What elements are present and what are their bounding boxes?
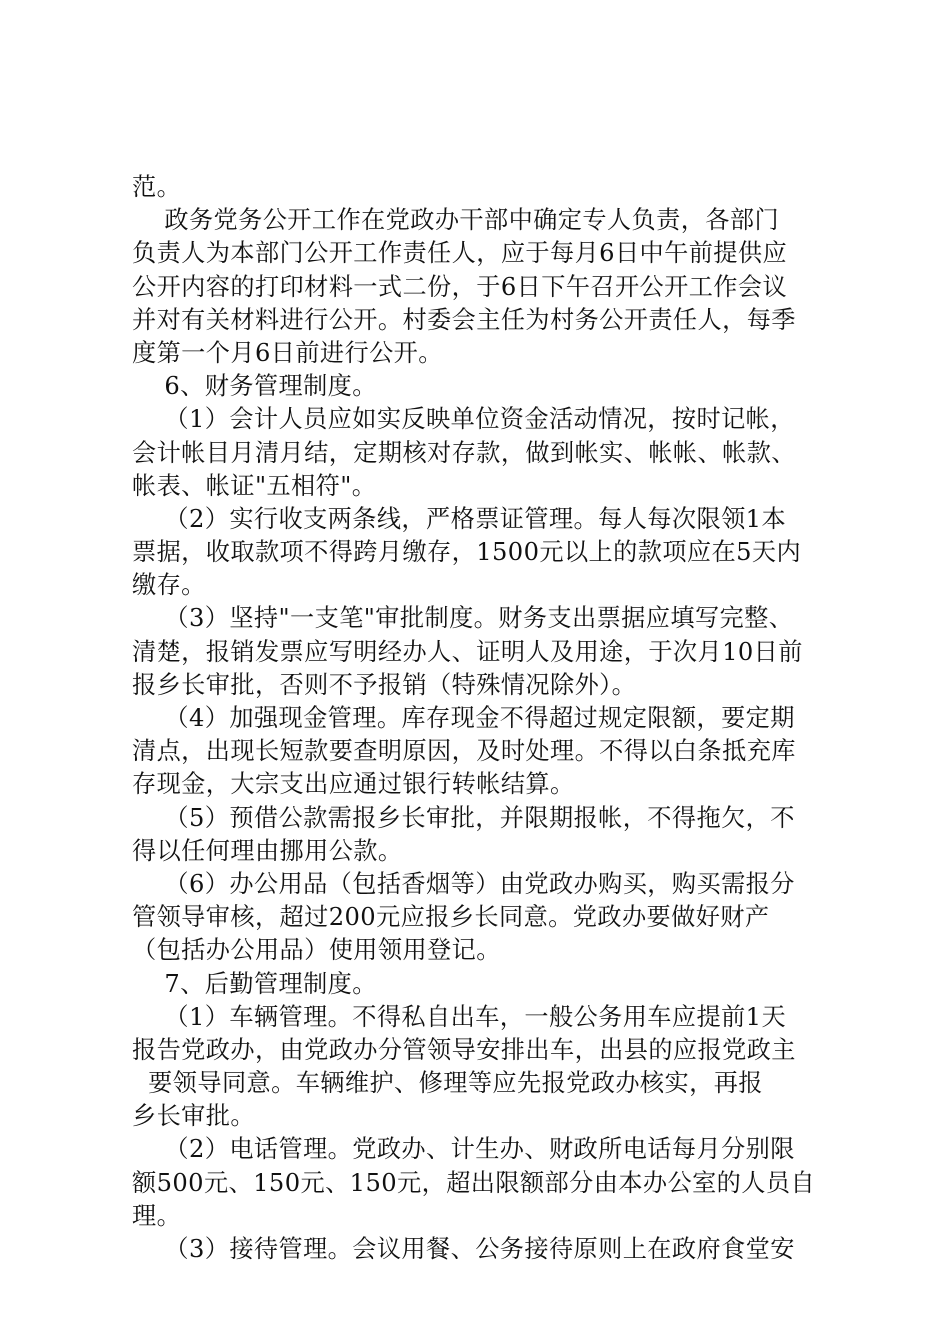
text-line: 存现金，大宗支出应通过银行转帐结算。 <box>132 770 575 799</box>
text-line: 管领导审核，超过200元应报乡长同意。党政办要做好财产 <box>132 903 770 932</box>
document-page <box>132 171 832 1266</box>
text-line: 缴存。 <box>132 571 206 600</box>
text-line: （6）办公用品（包括香烟等）由党政办购买，购买需报分 <box>132 869 795 898</box>
text-line: 报告党政办，由党政办分管领导安排出车，出县的应报党政主 <box>132 1035 796 1064</box>
text-line: （5）预借公款需报乡长审批，并限期报帐，不得拖欠，不 <box>132 803 795 832</box>
text-line: （3）接待管理。会议用餐、公务接待原则上在政府食堂安 <box>132 1235 795 1263</box>
text-line: 范。 <box>132 173 182 201</box>
text-line: 理。 <box>132 1201 182 1230</box>
text-line: 票据，收取款项不得跨月缴存，1500元以上的款项应在5天内 <box>132 538 802 567</box>
section-heading: 7、后勤管理制度。 <box>132 969 377 998</box>
text-line: （2）实行收支两条线，严格票证管理。每人每次限领1本 <box>132 504 787 533</box>
text-line: （包括办公用品）使用领用登记。 <box>132 936 501 965</box>
text-line: （3）坚持"一支笔"审批制度。财务支出票据应填写完整、 <box>132 604 794 633</box>
text-line: 帐表、帐证"五相符"。 <box>132 471 377 500</box>
text-line: 报乡长审批，否则不予报销（特殊情况除外）。 <box>132 670 637 699</box>
text-line: （1）车辆管理。不得私自出车，一般公务用车应提前1天 <box>132 1002 787 1031</box>
text-line: 公开内容的打印材料一式二份，于6日下午召开公开工作会议 <box>132 272 788 301</box>
text-line: 政务党务公开工作在党政办干部中确定专人负责，各部门 <box>132 206 780 235</box>
text-line: 清点，出现长短款要查明原因，及时处理。不得以白条抵充库 <box>132 737 796 766</box>
text-line: 并对有关材料进行公开。村委会主任为村务公开责任人，每季 <box>132 305 796 334</box>
text-line: 要领导同意。车辆维护、修理等应先报党政办核实，再报 <box>132 1069 763 1098</box>
text-line: 乡长审批。 <box>132 1102 255 1131</box>
section-heading: 6、财务管理制度。 <box>132 372 377 401</box>
text-line: （4）加强现金管理。库存现金不得超过规定限额，要定期 <box>132 704 795 732</box>
text-line: 得以任何理由挪用公款。 <box>132 836 403 865</box>
text-line: 会计帐目月清月结，定期核对存款，做到帐实、帐帐、帐款、 <box>132 438 796 467</box>
text-line: 度第一个月6日前进行公开。 <box>132 338 443 367</box>
text-line: 负责人为本部门公开工作责任人，应于每月6日中午前提供应 <box>132 239 788 268</box>
text-line: （1）会计人员应如实反映单位资金活动情况，按时记帐， <box>132 405 795 434</box>
text-line: 清楚，报销发票应写明经办人、证明人及用途，于次月10日前 <box>132 637 803 666</box>
text-line: （2）电话管理。党政办、计生办、财政所电话每月分别限 <box>132 1135 795 1164</box>
text-line: 额500元、150元、150元，超出限额部分由本办公室的人员自 <box>132 1168 816 1197</box>
